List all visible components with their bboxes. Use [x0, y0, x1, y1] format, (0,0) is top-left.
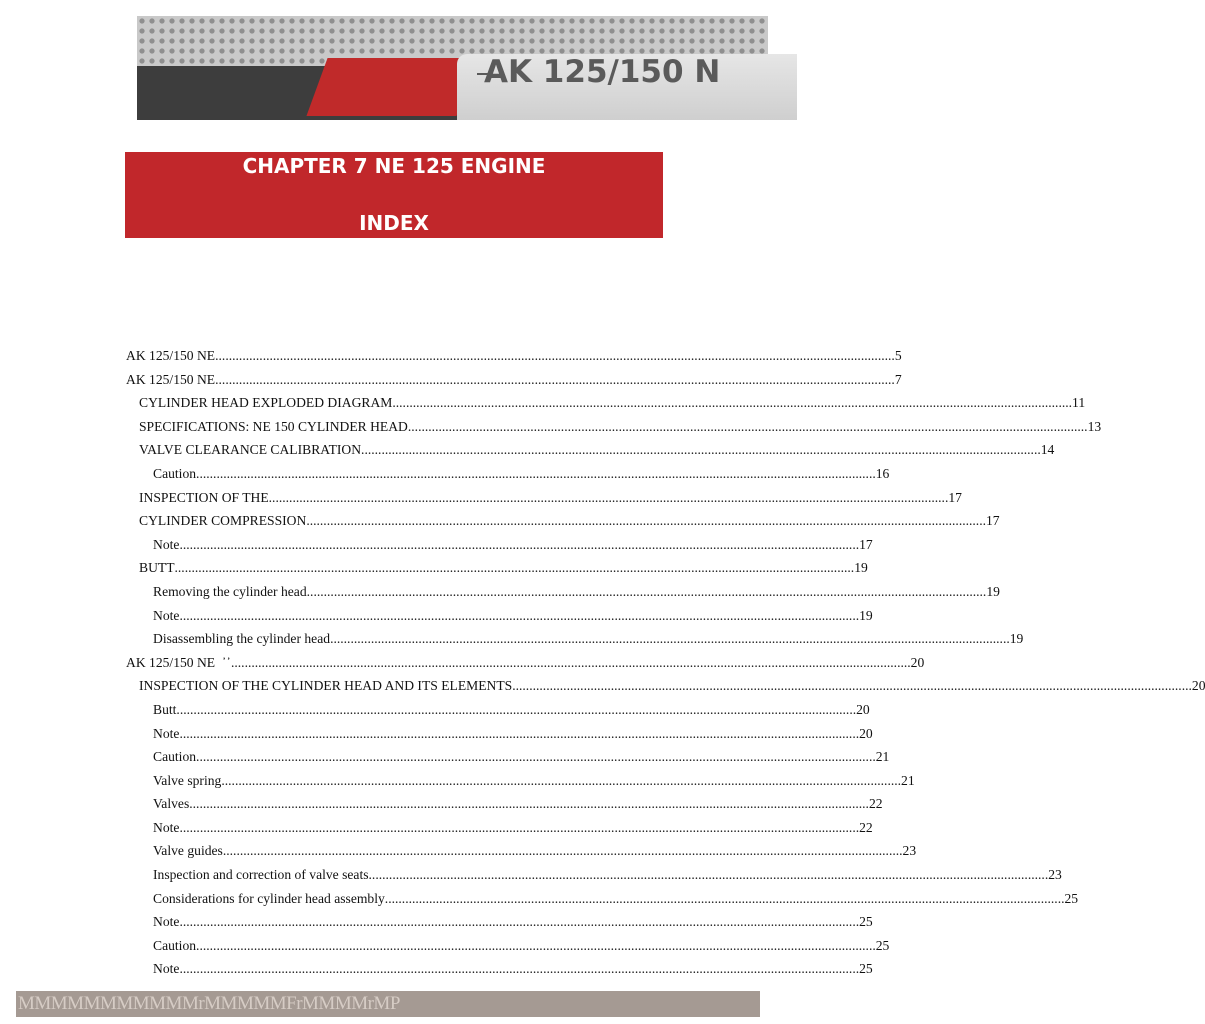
chapter-title: CHAPTER 7 NE 125 ENGINE	[242, 154, 546, 178]
toc-entry[interactable]	[126, 368, 902, 392]
toc-dot-leader: ........................................................................................................................................................................................................	[179, 536, 860, 552]
toc-entry-label: AK 125/150 NE ᾿᾿	[126, 654, 231, 670]
toc-entry-page: 25	[1064, 890, 1079, 906]
footer-text: MMMMMMMMMMMrMMMMMFrMMMMrMP	[18, 993, 400, 1014]
toc-entry-page: 17	[986, 513, 1000, 529]
toc-dot-leader: ........................................................................................................................................................................................................	[222, 843, 903, 859]
toc-entry-label: Caution	[153, 937, 197, 953]
toc-entry[interactable]	[153, 792, 883, 816]
toc-dot-leader: ........................................................................................................................................................................................................	[179, 819, 860, 835]
toc-entry-label: BUTT	[139, 560, 175, 576]
toc-dot-leader: ........................................................................................................................................................................................................	[392, 395, 1073, 411]
toc-dot-leader: ........................................................................................................................................................................................................	[361, 442, 1041, 458]
toc-entry[interactable]	[153, 722, 873, 746]
toc-dot-leader: ........................................................................................................................................................................................................	[196, 937, 876, 953]
toc-entry[interactable]	[153, 863, 1062, 887]
toc-dot-leader: ........................................................................................................................................................................................................	[407, 418, 1088, 434]
toc-entry-page: 13	[1087, 418, 1102, 434]
toc-entry-label: Note	[153, 819, 180, 835]
toc-dot-leader: ........................................................................................................................................................................................................	[215, 371, 895, 387]
toc-entry-page: 19	[986, 583, 1000, 599]
toc-entry[interactable]	[139, 509, 1000, 533]
toc-entry-page: 16	[875, 465, 890, 481]
toc-entry-page: 21	[901, 772, 915, 788]
toc-entry-label: Caution	[153, 749, 197, 765]
toc-entry[interactable]	[126, 344, 902, 368]
toc-entry-page: 19	[854, 560, 868, 576]
toc-entry-label: Valve guides	[153, 843, 223, 859]
toc-entry-page: 23	[902, 843, 917, 859]
toc-entry-page: 25	[859, 961, 873, 977]
toc-entry-label: SPECIFICATIONS: NE 150 CYLINDER HEAD	[139, 418, 408, 434]
footer-bar	[16, 991, 760, 1017]
toc-entry[interactable]	[139, 438, 1055, 462]
toc-entry-page: 11	[1072, 395, 1086, 411]
toc-entry-label: Note	[153, 914, 180, 930]
toc-dot-leader: ........................................................................................................................................................................................................	[189, 796, 869, 812]
toc-entry[interactable]	[153, 816, 873, 840]
toc-entry-page: 17	[948, 489, 962, 505]
toc-dot-leader: ........................................................................................................................................................................................................	[196, 749, 876, 765]
toc-dot-leader: ........................................................................................................................................................................................................	[215, 348, 895, 363]
toc-dot-leader: ........................................................................................................................................................................................................	[512, 678, 1192, 694]
toc-entry-label: Valves	[153, 796, 190, 812]
table-of-contents	[0, 344, 1205, 981]
header-banner	[137, 16, 768, 120]
toc-entry-page: 23	[1048, 867, 1062, 883]
toc-entry[interactable]	[153, 462, 890, 486]
toc-entry-label: Removing the cylinder head	[153, 583, 307, 599]
toc-dot-leader: ........................................................................................................................................................................................................	[368, 867, 1049, 883]
toc-entry-page: 20	[859, 725, 873, 741]
toc-entry[interactable]	[126, 651, 925, 675]
toc-entry[interactable]	[153, 698, 870, 722]
toc-entry[interactable]	[139, 486, 962, 510]
toc-dot-leader: ........................................................................................................................................................................................................	[230, 654, 911, 670]
chapter-title-box	[125, 152, 663, 238]
toc-entry[interactable]	[153, 580, 1000, 604]
toc-entry-label: Note	[153, 607, 180, 623]
toc-entry-label: INSPECTION OF THE CYLINDER HEAD AND ITS ELEMENTS	[139, 678, 513, 694]
toc-entry[interactable]	[153, 887, 1079, 911]
toc-entry[interactable]	[153, 957, 873, 981]
toc-dot-leader: ........................................................................................................................................................................................................	[306, 583, 987, 599]
banner-model-text: AK 125/150 N	[484, 54, 721, 90]
toc-entry[interactable]	[139, 415, 1102, 439]
toc-dot-leader: ........................................................................................................................................................................................................	[179, 961, 860, 977]
toc-entry[interactable]	[153, 604, 873, 628]
toc-entry-label: Disassembling the cylinder head	[153, 631, 331, 647]
toc-entry[interactable]	[153, 745, 890, 769]
toc-entry-page: 19	[859, 607, 873, 623]
toc-entry-label: Valve spring	[153, 772, 222, 788]
toc-entry-page: 5	[894, 348, 902, 363]
toc-entry[interactable]	[139, 391, 1086, 415]
toc-entry-label: AK 125/150 NE	[126, 348, 216, 363]
toc-entry-page: 20	[856, 701, 870, 717]
toc-entry[interactable]	[153, 627, 1024, 651]
toc-entry[interactable]	[153, 910, 873, 934]
toc-entry[interactable]	[153, 839, 917, 863]
toc-entry-label: Note	[153, 961, 180, 977]
toc-entry-label: VALVE CLEARANCE CALIBRATION	[139, 442, 362, 458]
toc-entry-label: Considerations for cylinder head assembly	[153, 890, 385, 906]
toc-dot-leader: ........................................................................................................................................................................................................	[174, 560, 855, 576]
toc-entry-label: AK 125/150 NE	[126, 371, 216, 387]
toc-entry-label: Note	[153, 725, 180, 741]
toc-dot-leader: ........................................................................................................................................................................................................	[330, 631, 1010, 647]
toc-entry-label: Inspection and correction of valve seats	[153, 867, 369, 883]
toc-entry-page: 14	[1040, 442, 1055, 458]
toc-entry-page: 21	[875, 749, 890, 765]
toc-entry-page: 22	[868, 796, 883, 812]
toc-dot-leader: ........................................................................................................................................................................................................	[179, 914, 860, 930]
index-heading: INDEX	[359, 211, 429, 235]
toc-entry-page: 20	[910, 654, 925, 670]
toc-entry-label: CYLINDER COMPRESSION	[139, 513, 307, 529]
toc-entry-page: 17	[859, 536, 873, 552]
toc-entry-page: 20	[1191, 678, 1205, 694]
toc-dot-leader: ........................................................................................................................................................................................................	[268, 489, 949, 505]
toc-dot-leader: ........................................................................................................................................................................................................	[221, 772, 902, 788]
toc-entry[interactable]	[153, 769, 915, 793]
toc-entry[interactable]	[139, 556, 868, 580]
toc-entry[interactable]	[153, 533, 873, 557]
toc-entry-page: 25	[859, 914, 873, 930]
toc-dot-leader: ........................................................................................................................................................................................................	[179, 607, 860, 623]
toc-dot-leader: ........................................................................................................................................................................................................	[176, 701, 857, 717]
toc-entry-label: Caution	[153, 465, 197, 481]
toc-entry[interactable]	[153, 934, 890, 958]
banner-red-stripe	[306, 58, 477, 116]
toc-dot-leader: ........................................................................................................................................................................................................	[306, 513, 986, 529]
toc-entry-label: Note	[153, 536, 180, 552]
toc-dot-leader: ........................................................................................................................................................................................................	[179, 725, 860, 741]
toc-entry-page: 19	[1009, 631, 1024, 647]
toc-entry-page: 7	[894, 371, 902, 387]
toc-entry-page: 22	[859, 819, 873, 835]
toc-entry-label: Butt	[153, 701, 177, 717]
toc-dot-leader: ........................................................................................................................................................................................................	[384, 890, 1065, 906]
toc-entry-page: 25	[875, 937, 890, 953]
toc-entry[interactable]	[139, 674, 1205, 698]
toc-dot-leader: ........................................................................................................................................................................................................	[196, 465, 876, 481]
toc-entry-label: INSPECTION OF THE	[139, 489, 269, 505]
toc-entry-label: CYLINDER HEAD EXPLODED DIAGRAM	[139, 395, 393, 411]
